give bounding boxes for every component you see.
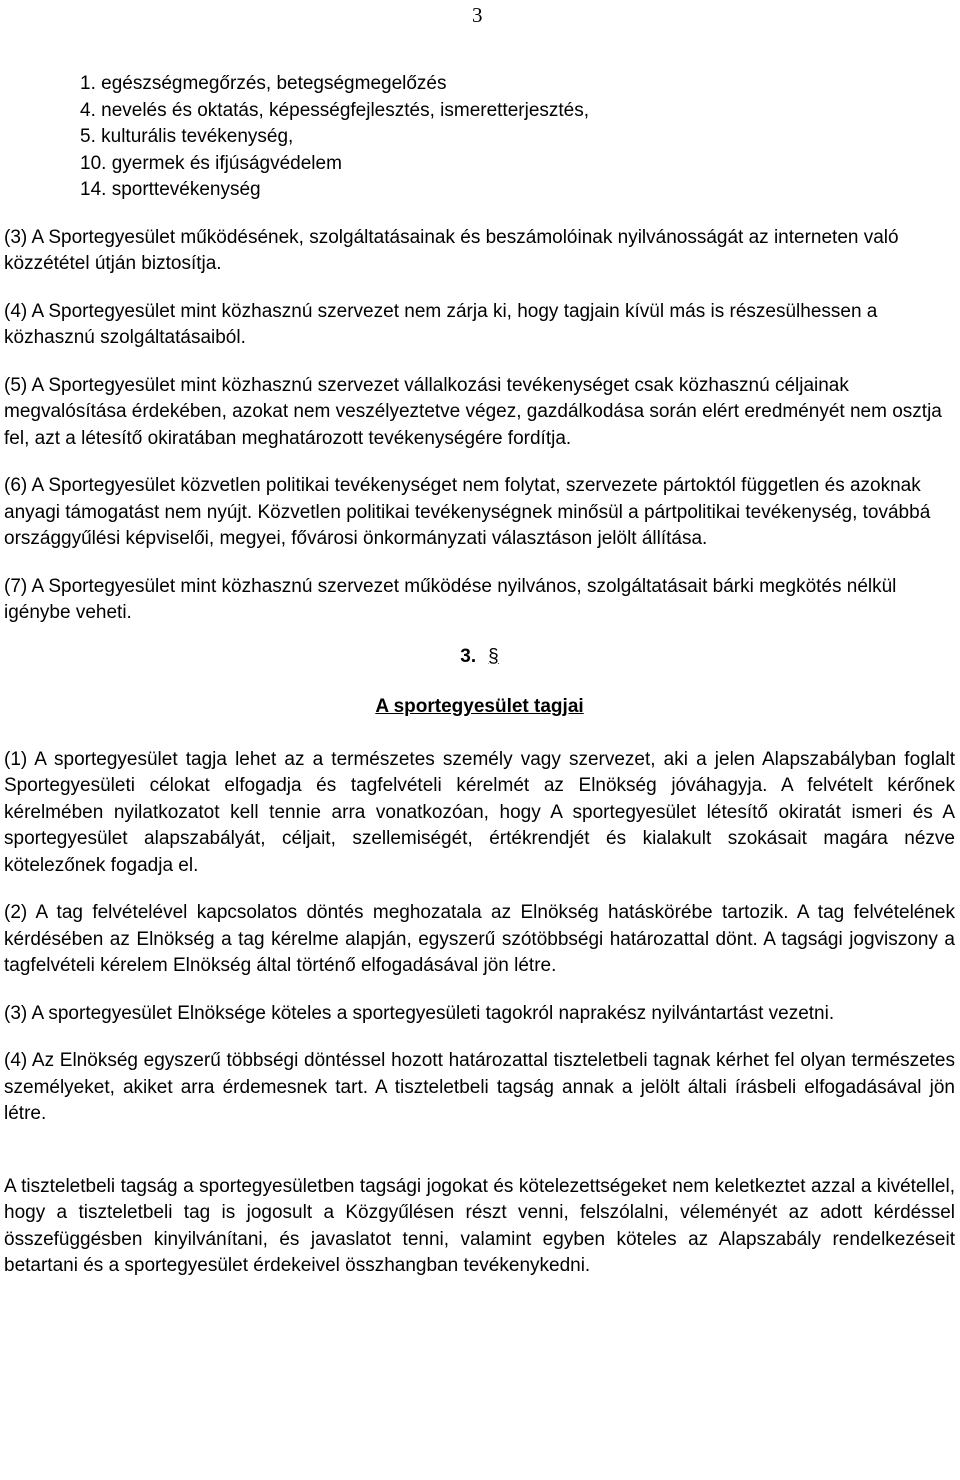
list-item: 4. nevelés és oktatás, képességfejlesztés, ismeretterjesztés, — [80, 99, 590, 121]
list-item: 5. kulturális tevékenység, — [80, 126, 294, 147]
member-paragraph-3: (3) A sportegyesület Elnöksége köteles a sportegyesületi tagokról naprakész nyilvántartást vezetni. — [4, 1002, 835, 1024]
member-paragraph-4: (4) Az Elnökség egyszerű többségi döntéssel hozott határozattal tiszteletbeli tagnak kérhet fel olyan természetes személyeket, akiket arra érdemesnek tart. A tiszteletbeli tagság annak a jelölt általi írásbeli elfogadásával jön létre. — [4, 1050, 955, 1124]
paragraph-7: (7) A Sportegyesület mint közhasznú szervezet működése nyilvános, szolgáltatásait bárki megkötés nélkül igénybe veheti. — [4, 575, 897, 623]
section-symbol: § — [488, 645, 499, 667]
page-number: 3 — [472, 3, 483, 27]
member-paragraph-2: (2) A tag felvételével kapcsolatos döntés meghozatala az Elnökség hatáskörébe tartozik. A tag felvételének kérdésében az Elnökség a tag kérelme alapján, egyszerű szótöbbségi határozattal dönt. A tagsági jogviszony a tagfelvételi kérelem Elnökség által történő elfogadásával jön létre. — [4, 902, 955, 976]
list-item: 10. gyermek és ifjúságvédelem — [80, 152, 342, 174]
list-item: 1. egészségmegőrzés, betegségmegelőzés — [80, 73, 447, 94]
list-item: 14. sporttevékenység — [80, 179, 261, 200]
section-title: A sportegyesület tagjai — [375, 696, 584, 717]
section-number-text: 3. — [460, 645, 477, 667]
activity-list — [4, 71, 955, 204]
honorary-paragraph: A tiszteletbeli tagság a sportegyesületben tagsági jogokat és kötelezettségeket nem keletkeztet azzal a kivétellel, hogy a tiszteletbeli tag is jogosult a Közgyűlésen részt venni, felszólalni, véleményét az adott kérdéssel összefüggésben kinyilvánítani, és javaslatot tenni, valamint egyben köteles az Alapszabály rendelkezéseit betartani és a sportegyesület érdekeivel összhangban tevékenykedni. — [4, 1175, 955, 1276]
section-number — [4, 644, 955, 671]
document-body — [4, 71, 955, 1301]
paragraph-5: (5) A Sportegyesület mint közhasznú szervezet vállalkozási tevékenységet csak közhasznú céljainak megvalósítása érdekében, azokat nem veszélyeztetve végez, gazdálkodása során elért eredményét nem osztja fel, azt a létesítő okiratában meghatározott tevékenységére fordítja. — [4, 374, 942, 449]
member-paragraph-1: (1) A sportegyesület tagja lehet az a természetes személy vagy szervezet, aki a jelen Alapszabályban foglalt Sportegyesületi célokat elfogadja és tagfelvételi kérelmét az Elnökség jóváhagyja. A felvételt kérőnek kérelmében nyilatkozatot kell tennie arra vonatkozóan, hogy A sportegyesület létesítő okiratát ismeri és A sportegyesület alapszabályát, céljait, szellemiségét, értékrendjét és kialakult szokásait magára nézve kötelezőnek fogadja el. — [4, 748, 955, 876]
paragraph-4: (4) A Sportegyesület mint közhasznú szervezet nem zárja ki, hogy tagjain kívül más is részesülhessen a közhasznú szolgáltatásaiból. — [4, 300, 878, 348]
paragraph-6: (6) A Sportegyesület közvetlen politikai tevékenységet nem folytat, szervezete pártoktól független és azoknak anyagi támogatást nem nyújt. Közvetlen politikai tevékenységnek minősül a pártpolitikai tevékenység, továbbá országgyűlési képviselői, megyei, fővárosi önkormányzati választáson jelölt állítása. — [4, 475, 931, 549]
paragraph-3: (3) A Sportegyesület működésének, szolgáltatásainak és beszámolóinak nyilvánosságát az interneten való közzététel útján biztosítja. — [4, 226, 899, 274]
